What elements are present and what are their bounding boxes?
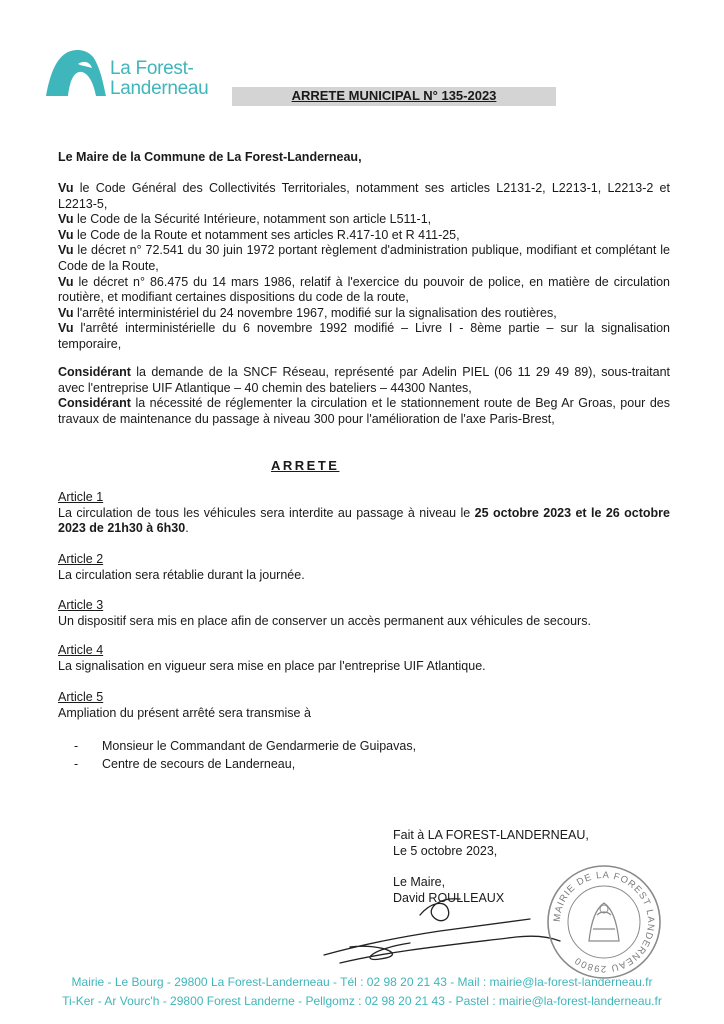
article-title: Article 4 [58, 643, 104, 657]
considerant-section [58, 365, 670, 427]
list-item: - Monsieur le Commandant de Gendarmerie de Guipavas, [74, 739, 417, 753]
footer-breton-line: Ti-Ker - Ar Vourc'h - 29800 Forest Landerne - Pellgomz : 02 98 20 21 43 - Pastel : mairie@la-forest-landerneau.fr [62, 994, 662, 1008]
svg-text:MAIRIE DE LA FOREST LANDERNEAU: MAIRIE DE LA FOREST LANDERNEAU 29800 [551, 869, 657, 975]
considerant-item: Considérant la nécessité de réglementer la circulation et le stationnement route de Beg Ar Groas, pour des travaux de maintenance du passage à niveau 300 pour l'amélioration de l'axe Paris-Brest, [58, 396, 670, 426]
logo-text-line2: Landerneau [110, 78, 209, 99]
article-title: Article 1 [58, 490, 104, 504]
intro-line: Le Maire de la Commune de La Forest-Landerneau, [58, 150, 362, 164]
vu-item: Vu le décret n° 86.475 du 14 mars 1986, relatif à l'exercice du pouvoir de police, en matière de circulation routière, et modifiant certaines dispositions du code de la route, [58, 274, 670, 305]
official-seal [545, 863, 663, 981]
vu-item: Vu le décret n° 72.541 du 30 juin 1972 portant règlement d'administration publique, modifiant et complétant le Code de la Route, [58, 243, 670, 273]
vu-item: Vu le Code de la Route et notamment ses articles R.417-10 et R 411-25, [58, 227, 460, 242]
signature-place-date [393, 828, 589, 859]
footer-address-line: Mairie - Le Bourg - 29800 La Forest-Landerneau - Tél : 02 98 20 21 43 - Mail : mairie@la-forest-landerneau.fr [71, 975, 653, 989]
article-body: Un dispositif sera mis en place afin de conserver un accès permanent aux véhicules de secours. [58, 613, 591, 628]
mayor-role: Le Maire, [393, 875, 446, 889]
arrete-heading: ARRETE [271, 458, 340, 473]
vu-item: Vu le Code Général des Collectivités Territoriales, notamment ses articles L2131-2, L2213-1, L2213-2 et L2213-5, [58, 181, 670, 211]
mayor-name: David ROULLEAUX [393, 890, 505, 905]
handwritten-signature [320, 885, 570, 975]
article-5 [58, 690, 670, 721]
document-title: ARRETE MUNICIPAL N° 135-2023 [291, 88, 497, 103]
signature-place: Fait à LA FOREST-LANDERNEAU, [393, 828, 589, 842]
article-body: La signalisation en vigueur sera mise en place par l'entreprise UIF Atlantique. [58, 658, 486, 673]
list-item: - Centre de secours de Landerneau, [74, 757, 296, 771]
article-body: La circulation de tous les véhicules sera interdite au passage à niveau le 25 octobre 2023 et le 26 octobre 2023 de 21h30 à 6h30. [58, 505, 670, 536]
article-2 [58, 552, 670, 583]
article-title: Article 3 [58, 598, 104, 612]
vu-item: Vu l'arrêté interministériel du 24 novembre 1967, modifié sur la signalisation des routières, [58, 305, 557, 320]
considerant-item: Considérant la demande de la SNCF Réseau, représenté par Adelin PIEL (06 11 29 49 89), sous-traitant avec l'entreprise UIF Atlantique – 40 chemin des bateliers – 44300 Nantes, [58, 365, 670, 395]
article-title: Article 5 [58, 690, 104, 704]
vu-section [58, 181, 670, 353]
article-1 [58, 490, 670, 537]
vu-item: Vu l'arrêté interministérielle du 6 novembre 1992 modifié – Livre I - 8ème partie – sur la signalisation temporaire, [58, 321, 670, 351]
article-title: Article 2 [58, 552, 104, 566]
article-body: La circulation sera rétablie durant la journée. [58, 567, 305, 582]
article-body: Ampliation du présent arrêté sera transmise à [58, 705, 311, 720]
article-3 [58, 598, 670, 629]
vu-item: Vu le Code de la Sécurité Intérieure, notamment son article L511-1, [58, 212, 432, 227]
article-4 [58, 643, 670, 674]
recipient-list [74, 737, 416, 773]
logo-text-line1: La Forest- [110, 58, 194, 79]
signature-date: Le 5 octobre 2023, [393, 843, 498, 858]
